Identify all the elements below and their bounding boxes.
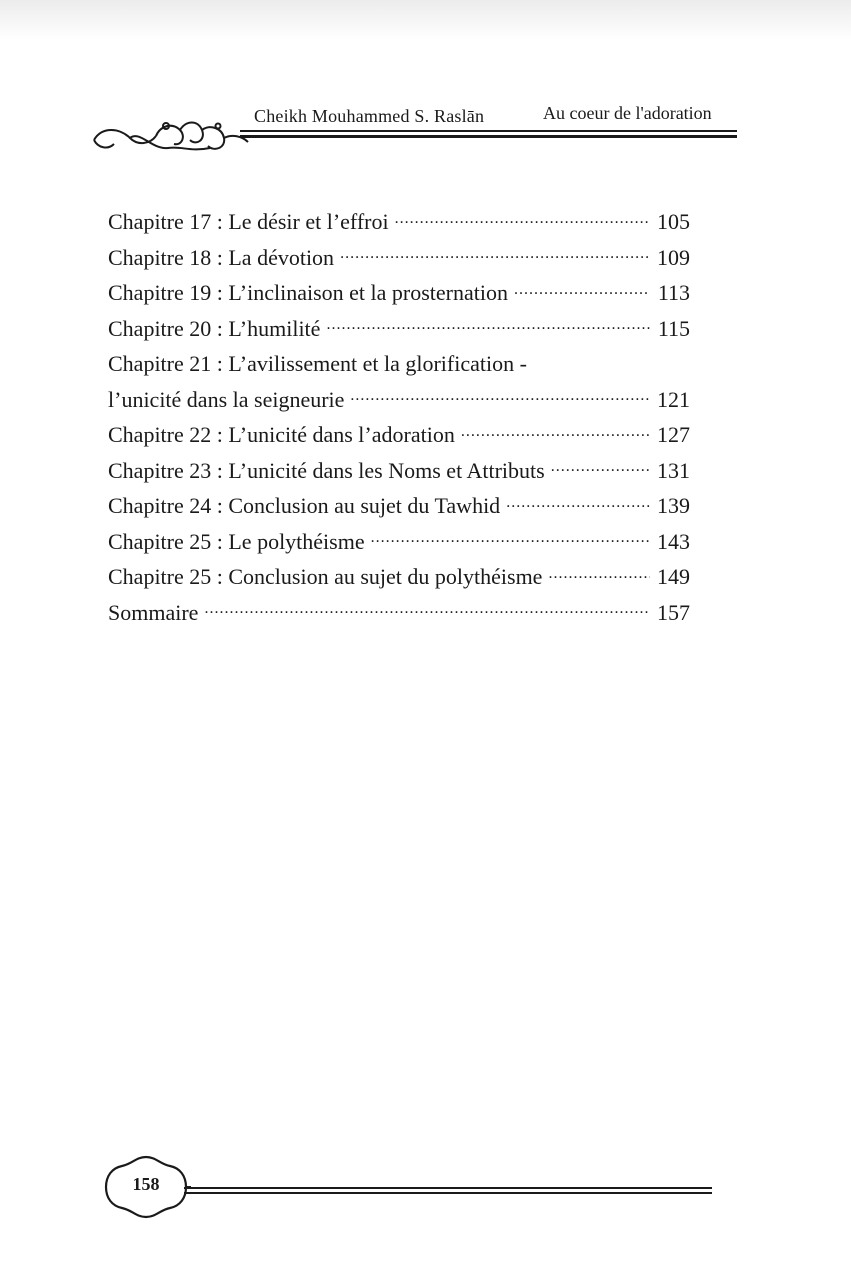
toc-entry-title: Chapitre 20 : L’humilité bbox=[108, 315, 321, 341]
toc-dot-leader bbox=[204, 600, 650, 620]
header-rule-thick bbox=[240, 135, 737, 138]
toc-entry bbox=[108, 240, 690, 276]
toc-dot-leader bbox=[371, 529, 650, 549]
toc-entry-title: Chapitre 22 : L’unicité dans l’adoration bbox=[108, 422, 455, 447]
toc-entry bbox=[108, 559, 690, 595]
toc-entry-title: Chapitre 17 : Le désir et l’effroi bbox=[108, 209, 389, 234]
toc-entry bbox=[108, 311, 690, 347]
toc-entry bbox=[108, 382, 690, 418]
toc-entry-page: 149 bbox=[657, 564, 690, 589]
toc-entry-page: 113 bbox=[657, 280, 690, 305]
toc-dot-leader bbox=[514, 280, 650, 300]
footer-rule bbox=[184, 1187, 712, 1189]
toc-entry-title: Chapitre 19 : L’inclinaison et la prosternation bbox=[108, 280, 508, 305]
toc-entry-page: 143 bbox=[657, 528, 690, 554]
toc-entry-title: Chapitre 23 : L’unicité dans les Noms et Attributs bbox=[108, 457, 545, 483]
footer-rule-thick bbox=[184, 1192, 712, 1194]
toc-entry-title: Chapitre 24 : Conclusion au sujet du Tawhid bbox=[108, 493, 501, 518]
toc-entry-page: 109 bbox=[657, 244, 690, 270]
toc-entry-title: l’unicité dans la seigneurie bbox=[108, 386, 345, 412]
header-author: Cheikh Mouhammed S. Raslān bbox=[254, 106, 485, 126]
header-rule bbox=[240, 130, 737, 132]
ornament-flourish-icon bbox=[90, 108, 255, 158]
toc-entry bbox=[108, 595, 690, 631]
toc-entry bbox=[108, 488, 690, 524]
toc-entry-page: 115 bbox=[657, 315, 690, 341]
toc-dot-leader bbox=[461, 422, 650, 442]
header-book-title: Au coeur de l'adoration bbox=[543, 103, 712, 123]
toc-dot-leader bbox=[548, 564, 650, 584]
toc-entry-title: Sommaire bbox=[108, 599, 199, 625]
toc-dot-leader bbox=[395, 209, 650, 229]
running-header bbox=[90, 98, 740, 158]
toc-entry-title: Chapitre 25 : Le polythéisme bbox=[108, 528, 365, 554]
toc-entry bbox=[108, 204, 690, 240]
page-footer bbox=[100, 1150, 720, 1230]
toc-entry bbox=[108, 524, 690, 560]
toc-entry-page: 127 bbox=[657, 422, 690, 447]
page-number: 158 bbox=[132, 1174, 160, 1194]
toc-entry-title: Chapitre 25 : Conclusion au sujet du polythéisme bbox=[108, 564, 543, 589]
toc-dot-leader bbox=[340, 245, 650, 265]
scan-top-shadow bbox=[0, 0, 851, 40]
toc-dot-leader bbox=[551, 458, 650, 478]
toc-entry-title: Chapitre 21 : L’avilissement et la glorification - bbox=[108, 351, 527, 376]
toc-entry bbox=[108, 417, 690, 453]
toc-entry bbox=[108, 453, 690, 489]
table-of-contents bbox=[108, 204, 690, 630]
toc-entry-page: 131 bbox=[657, 457, 690, 483]
toc-entry-page: 139 bbox=[657, 493, 690, 518]
toc-entry bbox=[108, 275, 690, 311]
toc-entry-page: 157 bbox=[657, 599, 690, 625]
toc-entry-page: 121 bbox=[657, 386, 690, 412]
toc-entry-continued bbox=[108, 346, 690, 382]
toc-dot-leader bbox=[350, 387, 650, 407]
toc-dot-leader bbox=[506, 493, 650, 513]
toc-entry-title: Chapitre 18 : La dévotion bbox=[108, 244, 335, 270]
toc-dot-leader bbox=[326, 316, 650, 336]
toc-entry-page: 105 bbox=[657, 209, 690, 234]
